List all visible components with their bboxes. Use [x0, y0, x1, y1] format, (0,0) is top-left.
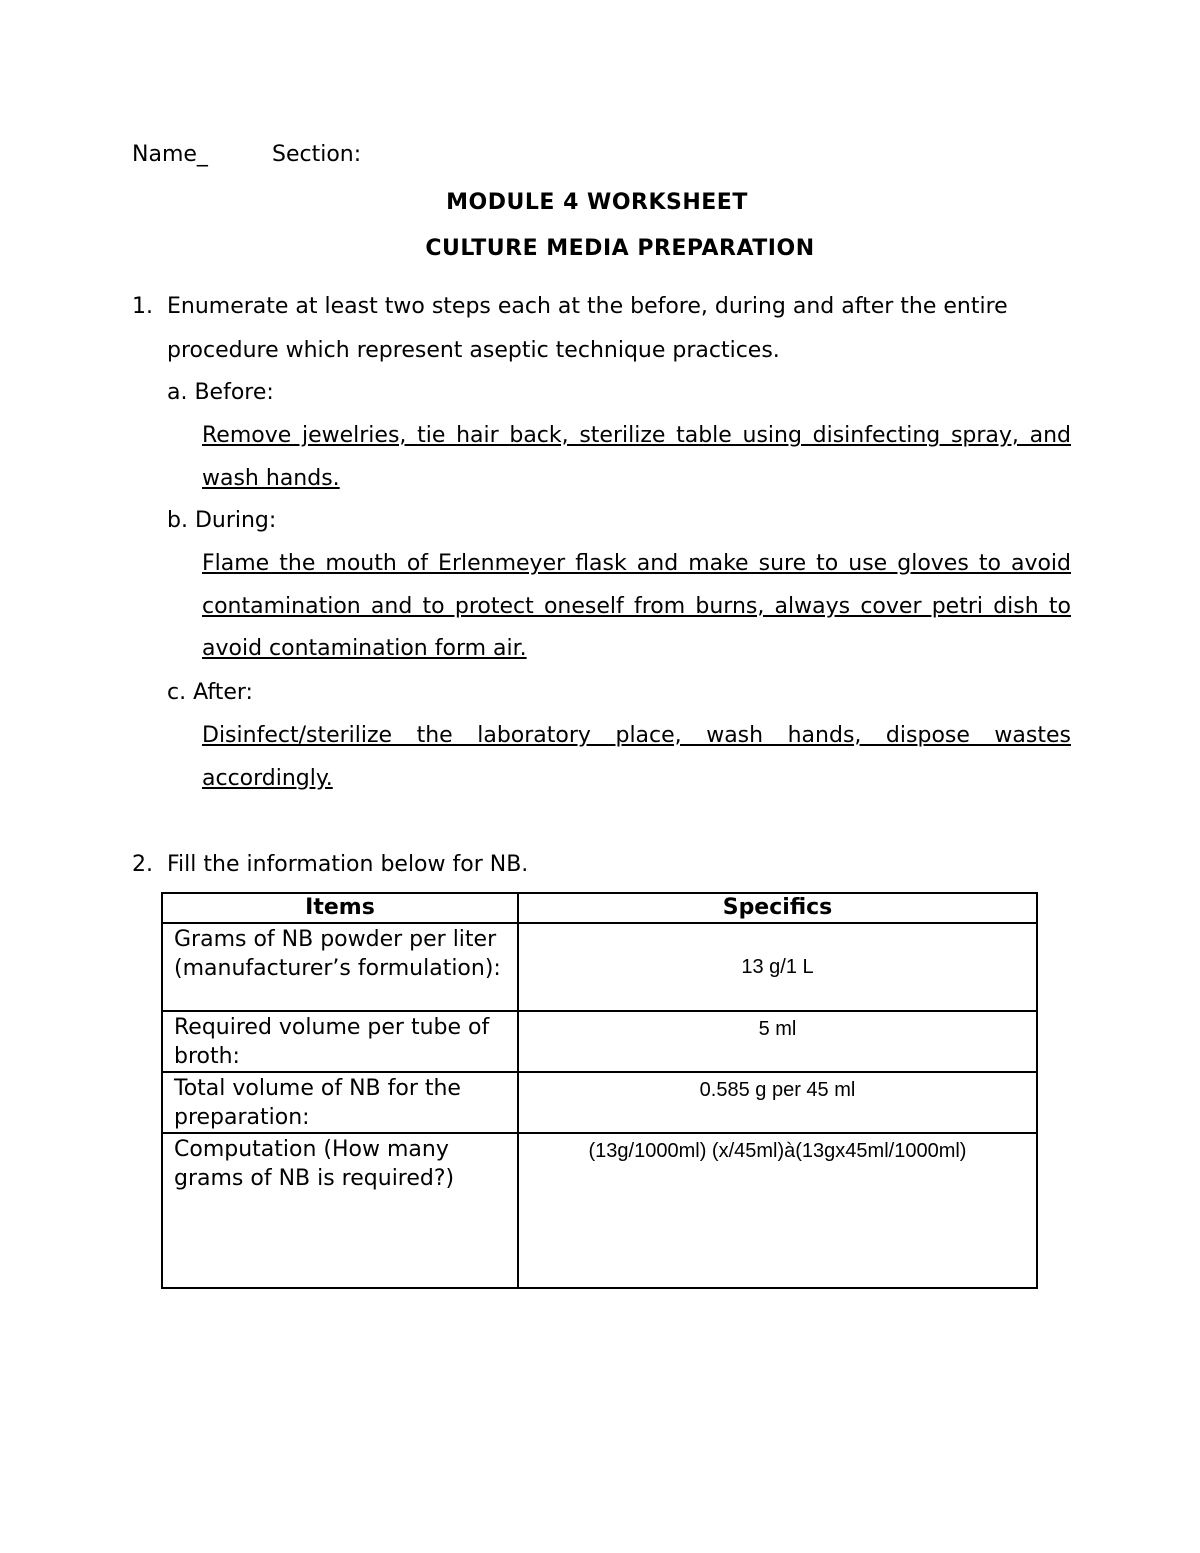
specific-value: (13g/1000ml) (x/45ml)à(13gx45ml/1000ml): [588, 1140, 967, 1162]
part-b-label: b. During:: [167, 508, 277, 533]
item-cell: Total volume of NB for the preparation:: [162, 1072, 518, 1133]
header-items: Items: [162, 893, 518, 923]
table-row: [162, 1072, 1037, 1133]
question-1-number: 1.: [132, 294, 153, 319]
part-b-answer: Flame the mouth of Erlenmeyer flask and make sure to use gloves to avoid contamination and to protect oneself from burns, always cover petri dish to avoid contamination form air.: [202, 551, 1071, 661]
specific-cell: [518, 1072, 1037, 1133]
question-2-number: 2.: [132, 852, 153, 877]
specific-cell: 13 g/1 L: [518, 923, 1037, 1011]
table-row: [162, 1133, 1037, 1288]
question-2-text: Fill the information below for NB.: [167, 852, 529, 877]
nb-table: [161, 892, 1038, 1289]
item-cell: Required volume per tube of broth:: [162, 1011, 518, 1072]
specific-value: 0.585 g per 45 ml: [699, 1079, 856, 1101]
table-row: [162, 1011, 1037, 1072]
specific-cell: [518, 1133, 1037, 1288]
part-a-label: a. Before:: [167, 380, 274, 405]
question-1-text: Enumerate at least two steps each at the before, during and after the entire procedure which represent aseptic technique practices.: [167, 294, 1008, 363]
table-row: [162, 923, 1037, 1011]
item-cell: Computation (How many grams of NB is required?): [162, 1133, 518, 1288]
section-label: Section:: [272, 142, 362, 167]
header-line: [132, 142, 362, 167]
part-c-answer: Disinfect/sterilize the laboratory place, wash hands, dispose wastes accordingly.: [202, 723, 1071, 791]
specific-value: 5 ml: [758, 1018, 797, 1040]
module-title: MODULE 4 WORKSHEET: [446, 190, 748, 215]
header-specifics: Specifics: [518, 893, 1037, 923]
part-a-answer: Remove jewelries, tie hair back, sterilize table using disinfecting spray, and wash hands.: [202, 423, 1071, 491]
specific-cell: [518, 1011, 1037, 1072]
name-label: Name_: [132, 142, 208, 167]
topic-title: CULTURE MEDIA PREPARATION: [425, 236, 815, 261]
item-cell: Grams of NB powder per liter (manufacturer’s formulation):: [162, 923, 518, 1011]
part-c-label: c. After:: [167, 680, 253, 705]
table-header-row: [162, 893, 1037, 923]
